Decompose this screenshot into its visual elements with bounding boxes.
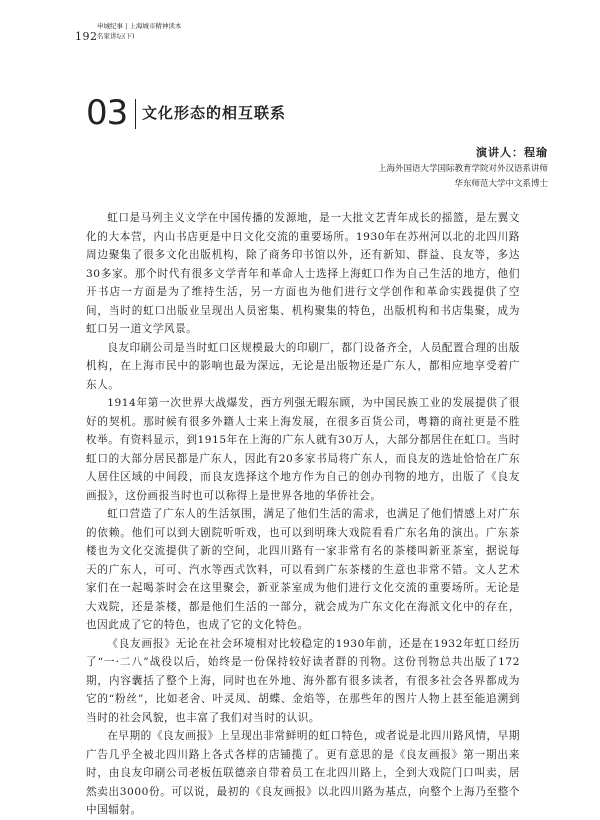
page-number: 192	[75, 30, 98, 43]
header-series-line: 申城纪事 | 上海城市精神读本	[97, 22, 182, 30]
paragraph: 《良友画报》无论在社会环境相对比较稳定的1930年前，还是在1932年虹口经历了“一·二八”战役以后，始终是一份保持较好读者群的刊物。这份刊物总共出版了172期，内容囊括了整个上海，同时也在外地、海外都有很多读者，有很多社会各界都成为它的“粉丝”，比如老舍、叶灵凤、胡蝶、金焰等，在那些年的图片人物上甚至能追溯到当时的社会风貌，也丰富了我们对当时的认识。	[86, 637, 520, 724]
chapter-divider	[135, 99, 136, 129]
chapter-title: 文化形态的相互联系	[142, 104, 287, 122]
header-volume-line: 名家讲坛(下)	[97, 32, 135, 40]
paragraph: 虹口是马列主义文学在中国传播的发源地，是一大批文艺青年成长的摇篮，是左翼文化的大本营，内山书店更是中日文化交流的重要场所。1930年在苏州河以北的北四川路周边聚集了很多文化出版机构，除了商务印书馆以外，还有新知、群益、良友等，多达30多家。那个时代有很多文学青年和革命人士选择上海虹口作为自己生活的地方，他们开书店一方面是为了维持生活，另一方面也为他们进行文学创作和革命实践提供了空间，当时的虹口出版业呈现出人员密集、机构聚集的特色，出版机构和书店集聚，成为虹口另一道文学风景。	[86, 212, 520, 335]
paragraph: 良友印刷公司是当时虹口区规模最大的印刷厂，都门设备齐全，人员配置合理的出版机构，在上海市民中的影响也最为深远，无论是出版物还是广东人，都相应地享受着广东人。	[86, 341, 520, 391]
speaker-name: 演讲人：程瑜	[476, 146, 548, 159]
paragraph: 1914年第一次世界大战爆发，西方列强无暇东顾，为中国民族工业的发展提供了很好的契机。那时候有很多外籍人士来上海发展，在很多百货公司，粤籍的商社更是不胜枚举。有资料显示，到1915年在上海的广东人就有30万人，大部分都居住在虹口。当时虹口的大部分居民都是广东人，因此有20多家书局将广东人，而良友的选址恰恰在广东人居住区域的中间段，而良友选择这个地方作为自己的创办刊物的地方，出版了《良友画报》，这份画报当时也可以称得上是世界各地的华侨社会。	[86, 397, 520, 502]
speaker-affiliation-1: 上海外国语大学国际教育学院对外汉语系讲师	[377, 164, 548, 174]
paragraph: 虹口营造了广东人的生活氛围，满足了他们生活的需求，也满足了他们情感上对广东的依赖。他们可以到大剧院听听戏，也可以到明珠大戏院看看广东名角的演出。广东茶楼也为文化交流提供了新的空间，北四川路有一家非常有名的茶楼叫新亚茶室，据说每天的广东人，可可、汽水等西式饮料，可以看到广东茶楼的生意也非常不错。文人艺术家们在一起喝茶时会在这里聚会，新亚茶室成为他们进行文化交流的重要场所。无论是大戏院，还是茶楼，都是他们生活的一部分，就会成为广东文化在海派文化中的存在，也因此成了它的特色，也成了它的文化特色。	[86, 508, 520, 631]
header-text	[97, 21, 181, 41]
chapter-number: 03	[86, 93, 128, 133]
speaker-block	[378, 144, 548, 192]
paragraph: 在早期的《良友画报》上呈现出非常鲜明的虹口特色，或者说是北四川路风情，早期广告几乎全被北四川路上各式各样的店铺揽了。更有意思的是《良友画报》第一期出来时，由良友印刷公司老板伍联德亲自带着员工在北四川路上，全到大戏院门口叫卖，居然卖出3000份。可以说，最初的《良友画报》以北四川路为基点，向整个上海乃至整个中国辐射。	[86, 730, 520, 816]
speaker-affiliation-2: 华东师范大学中文系博士	[454, 179, 548, 189]
body-text	[86, 209, 520, 820]
